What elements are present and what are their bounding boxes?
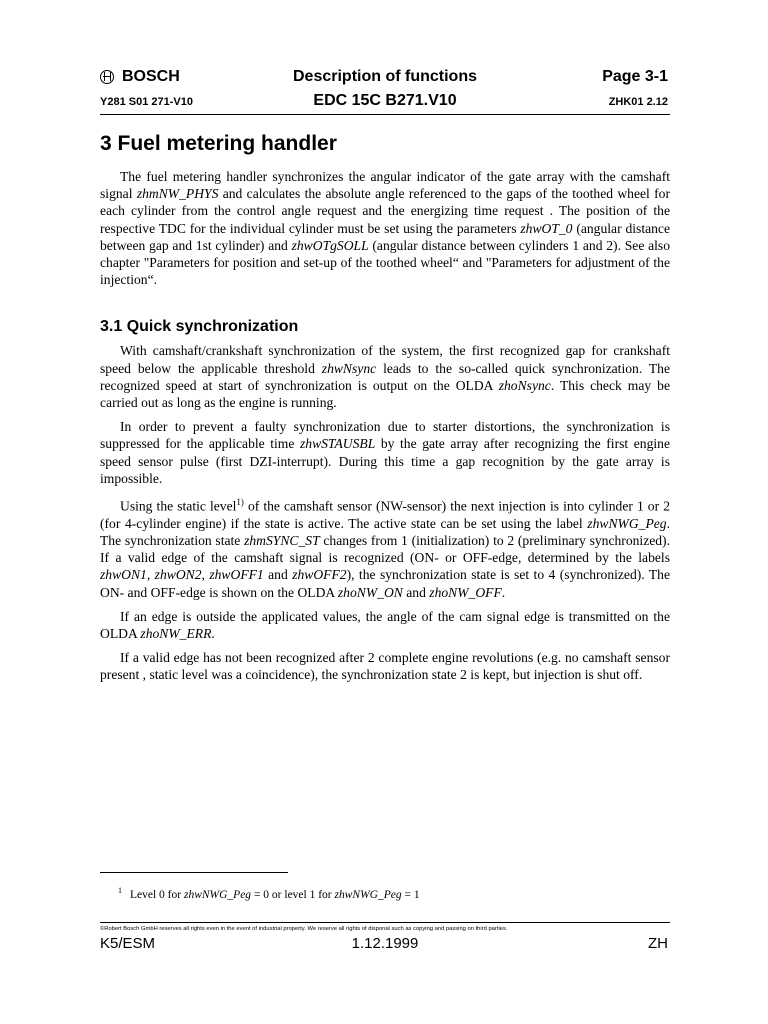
brand-name: BOSCH xyxy=(122,68,180,85)
document-id: Y281 S01 271-V10 xyxy=(100,96,193,108)
document-version: ZHK01 2.12 xyxy=(608,96,668,108)
footer-department: K5/ESM xyxy=(100,935,156,952)
footnote: $^1$ Level 0 for zhwNWG_Peg = 0 or level 1 for zhwNWG_Peg = 1 xyxy=(118,886,420,901)
copyright-notice: ©Robert Bosch GmbH reserves all rights even in the event of industrial property. We reserve all rights of disponal such as copying and passing on third parties. xyxy=(100,926,508,932)
header-title: Description of functions xyxy=(293,68,477,85)
footnote-ref: 1) xyxy=(236,497,244,508)
paragraph-4: If an edge is outside the applicated values, the angle of the cam signal edge is transmitted on the OLDA zhoNW_ERR. xyxy=(100,608,670,641)
page-footer xyxy=(100,922,670,957)
header-divider xyxy=(100,114,670,115)
footer-date: 1.12.1999 xyxy=(351,935,419,952)
page-header xyxy=(100,64,670,114)
subsection-heading: 3.1 Quick synchronization xyxy=(100,318,299,336)
intro-paragraph: The fuel metering handler synchronizes the angular indicator of the gate array with the camshaft signal zhmNW_PHYS and calculates the absolute angle referenced to the gaps of the toothed wheel for each cylinder from the control angle request and the energizing time request . The position of the respective TDC for the individual cylinder must be set using the parameters zhwOT_0 (angular distance between gap and 1st cylinder) and zhwOTgSOLL (angular distance between cylinders 1 and 2). See also chapter "Parameters for position and set-up of the toothed wheel“ and "Parameters for adjustment of the injection“. xyxy=(100,169,671,288)
footnote-divider xyxy=(100,872,288,873)
page-number: Page 3-1 xyxy=(602,68,668,85)
section-heading: 3 Fuel metering handler xyxy=(100,132,337,155)
paragraph-2: In order to prevent a faulty synchronization due to starter distortions, the synchronization is suppressed for the applicable time zhwSTAUSBL by the gate array after recognizing the first engine speed sensor pulse (first DZI-interrupt). During this time a gap recognition by the gate array is impossible. xyxy=(100,419,670,486)
footer-author: ZH xyxy=(648,935,668,952)
header-subtitle: EDC 15C B271.V10 xyxy=(313,92,457,109)
page-body xyxy=(100,128,670,691)
paragraph-1: With camshaft/crankshaft synchronization of the system, the first recognized gap for crankshaft speed below the applicable threshold zhwNsync leads to the so-called quick synchronization. The recognized speed at start of synchronization is output on the OLDA zhoNsync. This check may be carried out as long as the engine is running. xyxy=(100,343,671,411)
paragraph-3: Using the static level$^{1)}$ of the camshaft sensor (NW-sensor) the next injection is into cylinder 1 or 2 (for 4-cylinder engine) if the state is active. The active state can be set using the label zhwNWG_Peg. The synchronization state zhmSYNC_ST changes from 1 (initialization) to 2 (preliminary synchronized). If a valid edge of the camshaft signal is recognized (ON- or OFF-edge, determined by the labels zhwON1, zhwON2, zhwOFF1 and zhwOFF2), the synchronization state is set to 4 (synchronized). The ON- and OFF-edge is shown on the OLDA zhoNW_ON and zhoNW_OFF. xyxy=(100,497,671,600)
paragraph-5: If a valid edge has not been recognized after 2 complete engine revolutions (e.g. no camshaft sensor present , static level was a coincidence), the synchronization state 2 is kept, but injection is shut off. xyxy=(100,650,670,683)
